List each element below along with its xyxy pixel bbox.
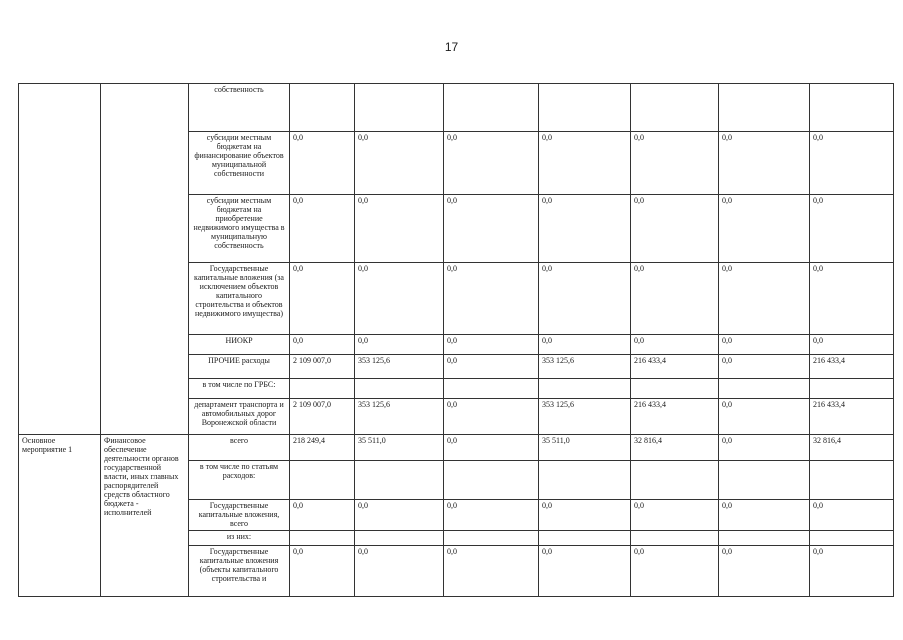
value-cell: 0,0 bbox=[719, 263, 810, 335]
value-cell: 0,0 bbox=[444, 546, 539, 597]
funding-source-label: в том числе по ГРБС: bbox=[189, 379, 290, 399]
status-cell bbox=[19, 335, 101, 355]
value-cell: 0,0 bbox=[719, 399, 810, 435]
table-row bbox=[19, 84, 894, 132]
funding-source-label: департамент транспорта и автомобильных дорог Воронежской области bbox=[189, 399, 290, 435]
value-cell: 0,0 bbox=[539, 500, 631, 531]
value-cell: 216 433,4 bbox=[631, 355, 719, 379]
funding-source-label: всего bbox=[189, 435, 290, 461]
status-cell bbox=[19, 379, 101, 399]
value-cell: 0,0 bbox=[290, 335, 355, 355]
value-cell: 0,0 bbox=[719, 500, 810, 531]
name-cell bbox=[101, 195, 189, 263]
value-cell: 0,0 bbox=[444, 132, 539, 195]
status-cell bbox=[19, 132, 101, 195]
status-cell bbox=[19, 399, 101, 435]
funding-source-label: Государственные капитальные вложения (за исключением объектов капитального строительства и объектов недвижимого имущества) bbox=[189, 263, 290, 335]
value-cell: 32 816,4 bbox=[631, 435, 719, 461]
value-cell bbox=[355, 84, 444, 132]
value-cell: 0,0 bbox=[355, 500, 444, 531]
value-cell: 0,0 bbox=[631, 335, 719, 355]
name-cell bbox=[101, 399, 189, 435]
value-cell: 0,0 bbox=[290, 500, 355, 531]
value-cell bbox=[719, 531, 810, 546]
value-cell bbox=[444, 379, 539, 399]
value-cell: 0,0 bbox=[355, 263, 444, 335]
value-cell bbox=[631, 84, 719, 132]
value-cell: 0,0 bbox=[810, 195, 894, 263]
value-cell: 0,0 bbox=[810, 335, 894, 355]
table-row bbox=[19, 263, 894, 335]
funding-source-label: ПРОЧИЕ расходы bbox=[189, 355, 290, 379]
table-row bbox=[19, 335, 894, 355]
value-cell: 0,0 bbox=[355, 132, 444, 195]
status-cell bbox=[19, 355, 101, 379]
value-cell: 353 125,6 bbox=[355, 399, 444, 435]
funding-source-label: из них: bbox=[189, 531, 290, 546]
funding-source-label: НИОКР bbox=[189, 335, 290, 355]
value-cell bbox=[355, 461, 444, 500]
name-cell bbox=[101, 263, 189, 335]
funding-source-label: в том числе по статьям расходов: bbox=[189, 461, 290, 500]
budget-table-wrapper bbox=[18, 83, 894, 597]
value-cell: 0,0 bbox=[810, 263, 894, 335]
status-cell bbox=[19, 263, 101, 335]
value-cell: 0,0 bbox=[444, 195, 539, 263]
value-cell bbox=[539, 461, 631, 500]
value-cell bbox=[539, 84, 631, 132]
value-cell: 0,0 bbox=[290, 132, 355, 195]
budget-table bbox=[18, 83, 894, 597]
value-cell: 353 125,6 bbox=[539, 355, 631, 379]
value-cell: 0,0 bbox=[631, 132, 719, 195]
table-row bbox=[19, 195, 894, 263]
value-cell: 0,0 bbox=[355, 195, 444, 263]
value-cell bbox=[290, 84, 355, 132]
value-cell: 2 109 007,0 bbox=[290, 399, 355, 435]
value-cell: 0,0 bbox=[290, 263, 355, 335]
value-cell: 0,0 bbox=[444, 263, 539, 335]
value-cell: 216 433,4 bbox=[810, 355, 894, 379]
name-cell: Финансовое обеспечение деятельности органов государственной власти, иных главных распорядителей средств областного бюджета - исполнителей bbox=[101, 435, 189, 597]
value-cell: 216 433,4 bbox=[631, 399, 719, 435]
value-cell: 353 125,6 bbox=[539, 399, 631, 435]
value-cell bbox=[444, 461, 539, 500]
name-cell bbox=[101, 84, 189, 132]
name-cell bbox=[101, 335, 189, 355]
value-cell: 0,0 bbox=[444, 500, 539, 531]
status-cell: Основное мероприятие 1 bbox=[19, 435, 101, 597]
value-cell bbox=[539, 531, 631, 546]
table-row bbox=[19, 355, 894, 379]
funding-source-label: Государственные капитальные вложения, всего bbox=[189, 500, 290, 531]
funding-source-label: Государственные капитальные вложения (объекты капитального строительства и bbox=[189, 546, 290, 597]
value-cell: 0,0 bbox=[444, 435, 539, 461]
status-cell bbox=[19, 84, 101, 132]
value-cell bbox=[810, 84, 894, 132]
page-number: 17 bbox=[444, 40, 459, 54]
value-cell: 0,0 bbox=[719, 435, 810, 461]
value-cell: 0,0 bbox=[719, 355, 810, 379]
value-cell: 216 433,4 bbox=[810, 399, 894, 435]
value-cell: 0,0 bbox=[355, 335, 444, 355]
value-cell: 0,0 bbox=[631, 546, 719, 597]
value-cell: 0,0 bbox=[539, 335, 631, 355]
table-row bbox=[19, 435, 894, 461]
value-cell: 0,0 bbox=[719, 195, 810, 263]
value-cell: 0,0 bbox=[810, 500, 894, 531]
value-cell bbox=[290, 531, 355, 546]
value-cell: 2 109 007,0 bbox=[290, 355, 355, 379]
value-cell: 0,0 bbox=[539, 263, 631, 335]
funding-source-label: субсидии местным бюджетам на финансирование объектов муниципальной собственности bbox=[189, 132, 290, 195]
value-cell bbox=[290, 379, 355, 399]
value-cell: 0,0 bbox=[810, 546, 894, 597]
value-cell: 32 816,4 bbox=[810, 435, 894, 461]
value-cell bbox=[355, 531, 444, 546]
value-cell bbox=[810, 379, 894, 399]
value-cell bbox=[539, 379, 631, 399]
value-cell: 0,0 bbox=[290, 195, 355, 263]
value-cell: 0,0 bbox=[631, 263, 719, 335]
value-cell bbox=[810, 531, 894, 546]
value-cell: 0,0 bbox=[810, 132, 894, 195]
value-cell bbox=[631, 379, 719, 399]
value-cell: 0,0 bbox=[444, 399, 539, 435]
name-cell bbox=[101, 379, 189, 399]
value-cell: 353 125,6 bbox=[355, 355, 444, 379]
value-cell: 0,0 bbox=[539, 546, 631, 597]
value-cell bbox=[355, 379, 444, 399]
value-cell bbox=[631, 531, 719, 546]
value-cell: 0,0 bbox=[719, 335, 810, 355]
table-row bbox=[19, 379, 894, 399]
budget-table-body bbox=[19, 84, 894, 597]
funding-source-label: субсидии местным бюджетам на приобретение недвижимого имущества в муниципальную собственность bbox=[189, 195, 290, 263]
value-cell bbox=[444, 531, 539, 546]
value-cell bbox=[719, 461, 810, 500]
value-cell: 0,0 bbox=[444, 335, 539, 355]
value-cell bbox=[719, 84, 810, 132]
value-cell: 0,0 bbox=[444, 355, 539, 379]
value-cell: 35 511,0 bbox=[355, 435, 444, 461]
value-cell: 0,0 bbox=[539, 132, 631, 195]
value-cell bbox=[719, 379, 810, 399]
value-cell: 0,0 bbox=[290, 546, 355, 597]
value-cell: 0,0 bbox=[631, 195, 719, 263]
table-row bbox=[19, 399, 894, 435]
value-cell: 0,0 bbox=[631, 500, 719, 531]
value-cell bbox=[810, 461, 894, 500]
value-cell: 0,0 bbox=[719, 546, 810, 597]
value-cell: 35 511,0 bbox=[539, 435, 631, 461]
value-cell: 0,0 bbox=[719, 132, 810, 195]
value-cell: 0,0 bbox=[539, 195, 631, 263]
value-cell bbox=[444, 84, 539, 132]
value-cell bbox=[290, 461, 355, 500]
status-cell bbox=[19, 195, 101, 263]
value-cell: 218 249,4 bbox=[290, 435, 355, 461]
name-cell bbox=[101, 132, 189, 195]
name-cell bbox=[101, 355, 189, 379]
value-cell: 0,0 bbox=[355, 546, 444, 597]
funding-source-label: собственность bbox=[189, 84, 290, 132]
value-cell bbox=[631, 461, 719, 500]
table-row bbox=[19, 132, 894, 195]
